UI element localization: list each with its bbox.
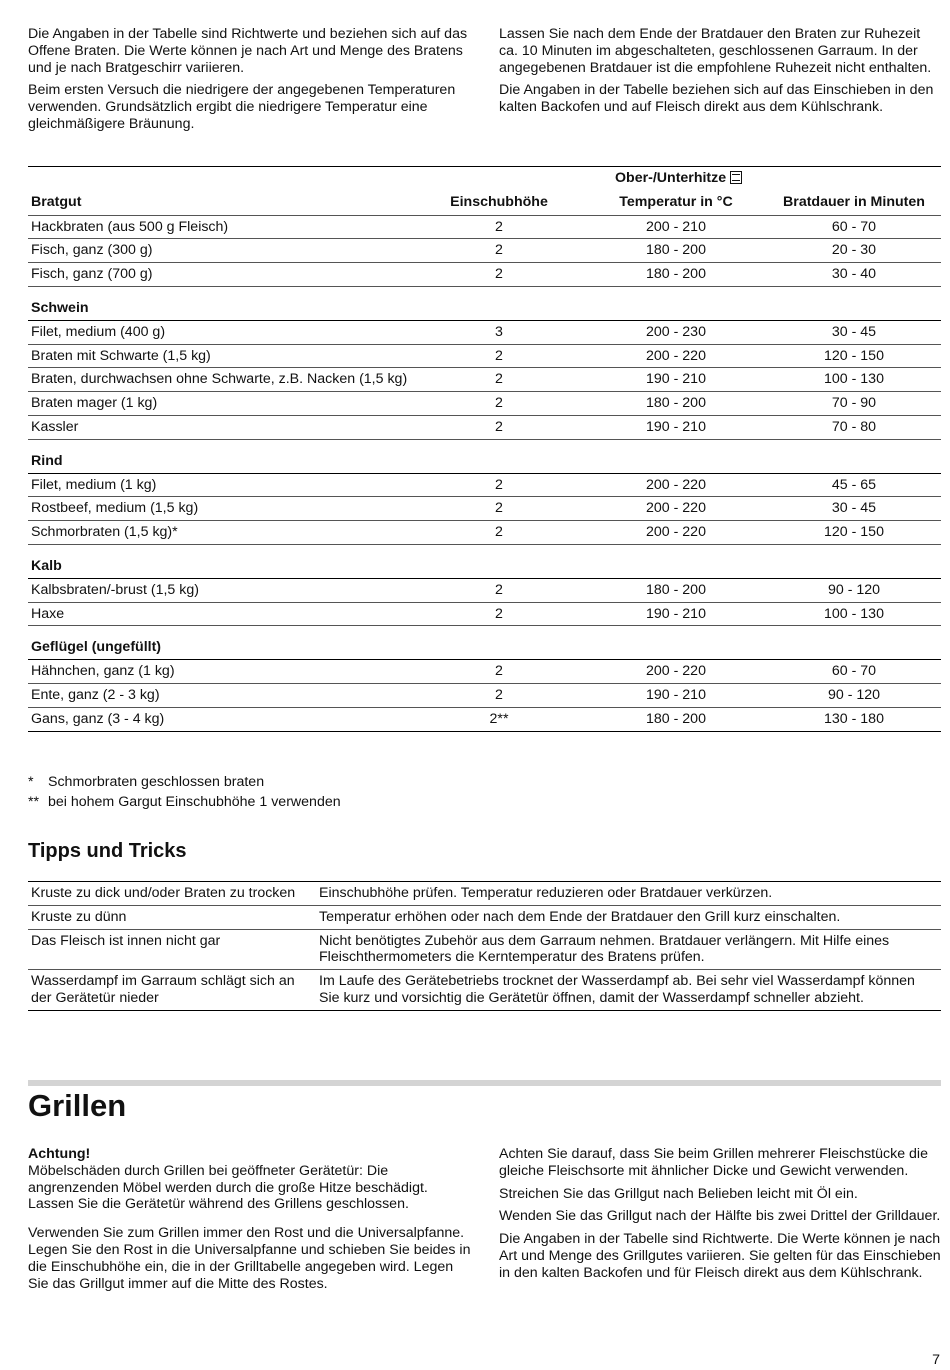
temperature-cell: 200 - 220 bbox=[585, 521, 767, 545]
duration-cell: 130 - 180 bbox=[767, 707, 941, 731]
group-row bbox=[28, 439, 941, 473]
table-row bbox=[28, 707, 941, 731]
duration-cell: 70 - 90 bbox=[767, 392, 941, 416]
grill-paragraph: Verwenden Sie zum Grillen immer den Rost und die Universalpfanne. Legen Sie den Rost in die Universalpfanne und schieben Sie beides in die Einschubhöhe ein, die in der Grilltabelle angegeben wird. Legen Sie das Grillgut immer auf die Mitte des Rostes. bbox=[28, 1225, 471, 1292]
food-cell: Fisch, ganz (700 g) bbox=[28, 263, 413, 287]
temperature-cell: 200 - 220 bbox=[585, 660, 767, 684]
duration-cell: 30 - 45 bbox=[767, 497, 941, 521]
temperature-cell: 180 - 200 bbox=[585, 392, 767, 416]
temperature-cell: 190 - 210 bbox=[585, 602, 767, 626]
roast-table-body bbox=[28, 215, 941, 731]
problem-cell: Das Fleisch ist innen nicht gar bbox=[28, 929, 316, 970]
grill-title: Grillen bbox=[28, 1088, 127, 1123]
shelf-cell: 2 bbox=[413, 521, 585, 545]
footnote-mark: ** bbox=[28, 794, 40, 810]
duration-cell: 20 - 30 bbox=[767, 239, 941, 263]
duration-cell: 100 - 130 bbox=[767, 368, 941, 392]
grill-right-column bbox=[499, 1146, 941, 1288]
shelf-cell: 2 bbox=[413, 473, 585, 497]
food-cell: Haxe bbox=[28, 602, 413, 626]
grill-left-column bbox=[28, 1146, 473, 1298]
table-row bbox=[28, 970, 941, 1011]
grill-paragraph: Die Angaben in der Tabelle sind Richtwerte. Die Werte können je nach Art und Menge des Grillgutes variieren. Sie gelten für das Einschieben in den kalten Backofen und für Fleisch direkt aus dem Kühlschrank. bbox=[499, 1231, 941, 1281]
problem-cell: Kruste zu dünn bbox=[28, 905, 316, 929]
shelf-cell: 2 bbox=[413, 497, 585, 521]
footnote bbox=[28, 772, 341, 792]
temperature-cell: 190 - 210 bbox=[585, 415, 767, 439]
intro-paragraph: Lassen Sie nach dem Ende der Bratdauer den Braten zur Ruhezeit ca. 10 Minuten im abgeschalteten, geschlossenen Garraum. In der angegebenen Bratdauer ist die empfohlene Ruhezeit nicht enthalten. bbox=[499, 26, 932, 76]
column-header: Bratgut bbox=[28, 190, 413, 215]
table-row bbox=[28, 320, 941, 344]
food-cell: Rostbeef, medium (1,5 kg) bbox=[28, 497, 413, 521]
table-row bbox=[28, 473, 941, 497]
shelf-cell: 2 bbox=[413, 392, 585, 416]
shelf-cell: 2 bbox=[413, 415, 585, 439]
tips-table-body bbox=[28, 882, 941, 1011]
group-label: Schwein bbox=[28, 286, 941, 320]
column-header: Bratdauer in Minuten bbox=[767, 190, 941, 215]
duration-cell: 100 - 130 bbox=[767, 602, 941, 626]
page-number: 7 bbox=[932, 1352, 940, 1368]
food-cell: Kalbsbraten/-brust (1,5 kg) bbox=[28, 578, 413, 602]
footnote-mark: * bbox=[28, 774, 34, 790]
table-row bbox=[28, 602, 941, 626]
food-cell: Filet, medium (400 g) bbox=[28, 320, 413, 344]
duration-cell: 120 - 150 bbox=[767, 521, 941, 545]
table-row bbox=[28, 683, 941, 707]
food-cell: Hackbraten (aus 500 g Fleisch) bbox=[28, 215, 413, 239]
group-label: Rind bbox=[28, 439, 941, 473]
food-cell: Ente, ganz (2 - 3 kg) bbox=[28, 683, 413, 707]
duration-cell: 70 - 80 bbox=[767, 415, 941, 439]
solution-cell: Nicht benötigtes Zubehör aus dem Garraum nehmen. Bratdauer verlängern. Mit Hilfe eines Fleischthermometers die Kerntemperatur des Bratens prüfen. bbox=[316, 929, 941, 970]
group-label: Kalb bbox=[28, 544, 941, 578]
section-divider bbox=[28, 1080, 941, 1086]
solution-cell: Einschubhöhe prüfen. Temperatur reduzieren oder Bratdauer verkürzen. bbox=[316, 882, 941, 906]
grill-paragraph: Streichen Sie das Grillgut nach Belieben leicht mit Öl ein. bbox=[499, 1185, 858, 1202]
group-row bbox=[28, 544, 941, 578]
temperature-cell: 180 - 200 bbox=[585, 578, 767, 602]
footnotes bbox=[28, 772, 341, 812]
table-mode-row bbox=[28, 167, 941, 190]
top-bottom-heat-icon bbox=[730, 171, 742, 184]
temperature-cell: 200 - 230 bbox=[585, 320, 767, 344]
group-row bbox=[28, 626, 941, 660]
temperature-cell: 180 - 200 bbox=[585, 239, 767, 263]
temperature-cell: 200 - 220 bbox=[585, 473, 767, 497]
table-row bbox=[28, 368, 941, 392]
footnote-text: Schmorbraten geschlossen braten bbox=[48, 774, 265, 790]
problem-cell: Wasserdampf im Garraum schlägt sich an der Gerätetür nieder bbox=[28, 970, 316, 1011]
food-cell: Gans, ganz (3 - 4 kg) bbox=[28, 707, 413, 731]
duration-cell: 30 - 45 bbox=[767, 320, 941, 344]
footnote-text: bei hohem Gargut Einschubhöhe 1 verwenden bbox=[48, 794, 341, 810]
temperature-cell: 200 - 220 bbox=[585, 344, 767, 368]
column-header: Temperatur in °C bbox=[585, 190, 767, 215]
solution-cell: Im Laufe des Gerätebetriebs trocknet der Wasserdampf ab. Bei sehr viel Wasserdampf können Sie kurz und vorsichtig die Gerätetür öffnen, damit der Wasserdampf schneller abzieht. bbox=[316, 970, 941, 1011]
temperature-cell: 200 - 220 bbox=[585, 497, 767, 521]
table-row bbox=[28, 263, 941, 287]
shelf-cell: 2 bbox=[413, 368, 585, 392]
table-row bbox=[28, 239, 941, 263]
problem-cell: Kruste zu dick und/oder Braten zu trocken bbox=[28, 882, 316, 906]
temperature-cell: 190 - 210 bbox=[585, 683, 767, 707]
temperature-cell: 180 - 200 bbox=[585, 707, 767, 731]
table-row bbox=[28, 660, 941, 684]
table-row bbox=[28, 578, 941, 602]
shelf-cell: 2 bbox=[413, 578, 585, 602]
food-cell: Braten mager (1 kg) bbox=[28, 392, 413, 416]
intro-paragraph: Die Angaben in der Tabelle beziehen sich auf das Einschieben in den kalten Backofen und auf Fleisch direkt aus dem Kühlschrank. bbox=[499, 82, 934, 116]
table-row bbox=[28, 929, 941, 970]
warning-text: Möbelschäden durch Grillen bei geöffneter Gerätetür: Die angrenzenden Möbel werden durch die große Hitze beschädigt. Lassen Sie die Gerätetür während des Grillens geschlossen. bbox=[28, 1162, 428, 1213]
shelf-cell: 3 bbox=[413, 320, 585, 344]
duration-cell: 120 - 150 bbox=[767, 344, 941, 368]
food-cell: Braten, durchwachsen ohne Schwarte, z.B. Nacken (1,5 kg) bbox=[28, 368, 413, 392]
duration-cell: 60 - 70 bbox=[767, 660, 941, 684]
food-cell: Filet, medium (1 kg) bbox=[28, 473, 413, 497]
intro-paragraph: Die Angaben in der Tabelle sind Richtwerte und beziehen sich auf das Offene Braten. Die Werte können je nach Art und Menge des Bratens und je nach Bratgeschirr variieren. bbox=[28, 26, 468, 76]
table-row bbox=[28, 882, 941, 906]
duration-cell: 90 - 120 bbox=[767, 683, 941, 707]
duration-cell: 45 - 65 bbox=[767, 473, 941, 497]
intro-right-column bbox=[499, 26, 941, 122]
grill-paragraph: Wenden Sie das Grillgut nach der Hälfte bis zwei Drittel der Grilldauer. bbox=[499, 1208, 941, 1225]
mode-header-label: Ober-/Unterhitze bbox=[615, 170, 727, 186]
temperature-cell: 190 - 210 bbox=[585, 368, 767, 392]
table-row bbox=[28, 392, 941, 416]
shelf-cell: 2 bbox=[413, 660, 585, 684]
column-header: Einschubhöhe bbox=[413, 190, 585, 215]
tips-title: Tipps und Tricks bbox=[28, 840, 187, 862]
duration-cell: 90 - 120 bbox=[767, 578, 941, 602]
table-row bbox=[28, 521, 941, 545]
shelf-cell: 2 bbox=[413, 683, 585, 707]
table-row bbox=[28, 905, 941, 929]
tips-table bbox=[28, 881, 941, 1011]
shelf-cell: 2 bbox=[413, 239, 585, 263]
footnote bbox=[28, 792, 341, 812]
shelf-cell: 2 bbox=[413, 263, 585, 287]
grill-paragraph: Achten Sie darauf, dass Sie beim Grillen mehrerer Fleischstücke die gleiche Fleischsorte mit ähnlicher Dicke und Gewicht verwenden. bbox=[499, 1146, 928, 1179]
warning-title: Achtung! bbox=[28, 1146, 91, 1162]
table-row bbox=[28, 215, 941, 239]
table-header-row bbox=[28, 190, 941, 215]
intro-left-column bbox=[28, 26, 473, 139]
group-row bbox=[28, 286, 941, 320]
food-cell: Hähnchen, ganz (1 kg) bbox=[28, 660, 413, 684]
table-row bbox=[28, 415, 941, 439]
intro-paragraph: Beim ersten Versuch die niedrigere der angegebenen Temperaturen verwenden. Grundsätzlich ergibt die niedrigere Temperatur eine gleichmäßigere Bräunung. bbox=[28, 82, 456, 132]
food-cell: Kassler bbox=[28, 415, 413, 439]
group-label: Geflügel (ungefüllt) bbox=[28, 626, 941, 660]
food-cell: Fisch, ganz (300 g) bbox=[28, 239, 413, 263]
food-cell: Braten mit Schwarte (1,5 kg) bbox=[28, 344, 413, 368]
shelf-cell: 2 bbox=[413, 215, 585, 239]
mode-header bbox=[585, 167, 941, 190]
table-row bbox=[28, 497, 941, 521]
solution-cell: Temperatur erhöhen oder nach dem Ende der Bratdauer den Grill kurz einschalten. bbox=[316, 905, 941, 929]
duration-cell: 30 - 40 bbox=[767, 263, 941, 287]
table-row bbox=[28, 344, 941, 368]
roast-table bbox=[28, 166, 941, 732]
shelf-cell: 2 bbox=[413, 344, 585, 368]
shelf-cell: 2** bbox=[413, 707, 585, 731]
shelf-cell: 2 bbox=[413, 602, 585, 626]
food-cell: Schmorbraten (1,5 kg)* bbox=[28, 521, 413, 545]
duration-cell: 60 - 70 bbox=[767, 215, 941, 239]
temperature-cell: 200 - 210 bbox=[585, 215, 767, 239]
temperature-cell: 180 - 200 bbox=[585, 263, 767, 287]
